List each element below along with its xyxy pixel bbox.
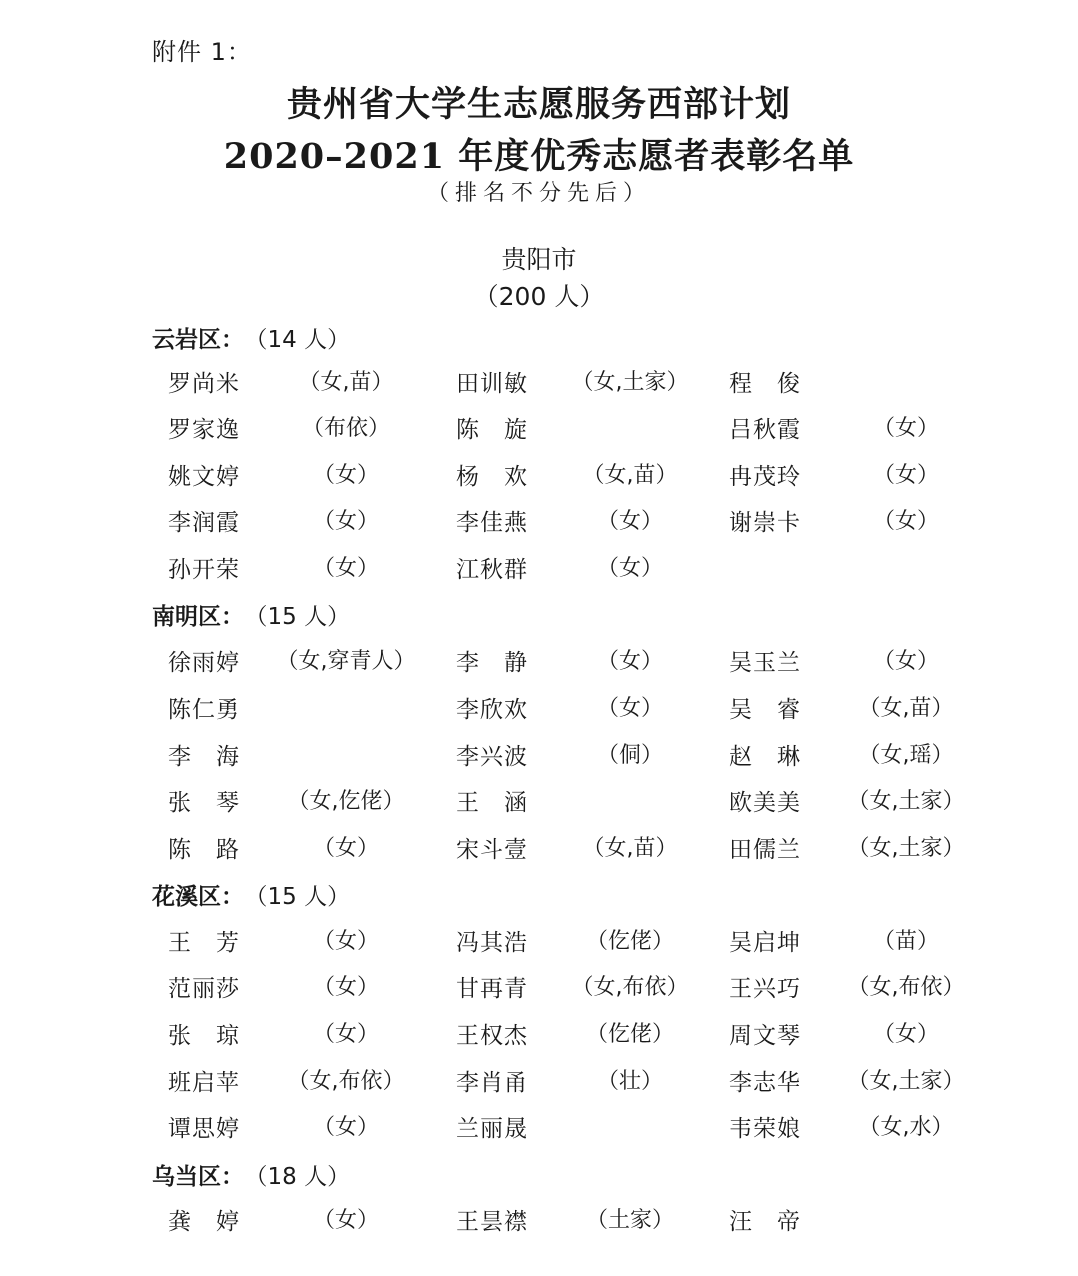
volunteer-name: 罗家逸 bbox=[168, 417, 240, 443]
city-count: （200 人） bbox=[473, 282, 605, 311]
attachment-label: 附件 1： bbox=[152, 38, 252, 66]
table-row bbox=[0, 970, 1078, 1006]
volunteer-name: 田儒兰 bbox=[729, 837, 801, 863]
volunteer-note: （布依） bbox=[301, 416, 390, 441]
district-heading bbox=[152, 598, 350, 631]
volunteer-name: 范丽莎 bbox=[168, 976, 240, 1002]
volunteer-note: （女） bbox=[312, 509, 379, 534]
volunteer-name: 李肖甬 bbox=[456, 1070, 528, 1096]
district-count: （14 人） bbox=[256, 327, 351, 353]
volunteer-note: （女） bbox=[596, 696, 663, 721]
volunteer-name: 吕秋霞 bbox=[729, 417, 801, 443]
volunteer-note: （女） bbox=[872, 416, 939, 441]
volunteer-note: （女,苗） bbox=[582, 836, 678, 861]
volunteer-name: 李欣欢 bbox=[456, 697, 528, 723]
volunteer-name: 冉茂玲 bbox=[729, 464, 801, 490]
volunteer-note: （女,土家） bbox=[847, 1069, 965, 1094]
district-name: 云岩区： bbox=[152, 327, 244, 353]
volunteer-name: 徐雨婷 bbox=[168, 650, 240, 676]
volunteer-name: 王 芳 bbox=[168, 930, 240, 956]
volunteer-note: （女） bbox=[596, 509, 663, 534]
volunteer-note: （女,仡佬） bbox=[287, 789, 405, 814]
table-row bbox=[0, 411, 1078, 447]
volunteer-name: 李 静 bbox=[456, 650, 528, 676]
volunteer-note: （女） bbox=[872, 1022, 939, 1047]
table-row bbox=[0, 784, 1078, 820]
document-title-line-1: 贵州省大学生志愿服务西部计划 bbox=[286, 84, 791, 125]
volunteer-name: 吴 睿 bbox=[729, 697, 801, 723]
volunteer-note: （女） bbox=[312, 1115, 379, 1140]
volunteer-note: （女,布依） bbox=[847, 975, 965, 1000]
district-name: 乌当区： bbox=[152, 1164, 244, 1190]
table-row bbox=[0, 1017, 1078, 1053]
volunteer-name: 姚文婷 bbox=[168, 464, 240, 490]
volunteer-note: （土家） bbox=[585, 1208, 674, 1233]
volunteer-note: （壮） bbox=[596, 1069, 663, 1094]
volunteer-note: （女） bbox=[872, 463, 939, 488]
table-row bbox=[0, 924, 1078, 960]
volunteer-note: （女,水） bbox=[858, 1115, 954, 1140]
district-count: （18 人） bbox=[256, 1164, 351, 1190]
volunteer-name: 程 俊 bbox=[729, 371, 801, 397]
volunteer-note: （女） bbox=[596, 649, 663, 674]
district-name: 南明区： bbox=[152, 604, 244, 630]
district-heading bbox=[152, 321, 350, 354]
volunteer-note: （女,苗） bbox=[582, 463, 678, 488]
volunteer-name: 江秋群 bbox=[456, 557, 528, 583]
volunteer-note: （女） bbox=[312, 836, 379, 861]
volunteer-note: （女） bbox=[312, 975, 379, 1000]
volunteer-name: 王 涵 bbox=[456, 790, 528, 816]
volunteer-name: 陈 路 bbox=[168, 837, 240, 863]
volunteer-note: （女） bbox=[312, 929, 379, 954]
volunteer-name: 班启苹 bbox=[168, 1070, 240, 1096]
volunteer-name: 李 海 bbox=[168, 744, 240, 770]
city-name: 贵阳市 bbox=[501, 245, 577, 274]
document-title-line-2: 2020–2021 年度优秀志愿者表彰名单 bbox=[223, 136, 855, 177]
table-row bbox=[0, 365, 1078, 401]
volunteer-note: （仡佬） bbox=[585, 1022, 674, 1047]
volunteer-note: （女） bbox=[312, 1208, 379, 1233]
volunteer-name: 罗尚米 bbox=[168, 371, 240, 397]
volunteer-name: 李志华 bbox=[729, 1070, 801, 1096]
volunteer-name: 李润霞 bbox=[168, 510, 240, 536]
volunteer-name: 周文琴 bbox=[729, 1023, 801, 1049]
volunteer-note: （女） bbox=[312, 1022, 379, 1047]
volunteer-name: 陈仁勇 bbox=[168, 697, 240, 723]
volunteer-name: 韦荣娘 bbox=[729, 1116, 801, 1142]
volunteer-note: （女） bbox=[872, 509, 939, 534]
volunteer-note: （女,土家） bbox=[847, 836, 965, 861]
volunteer-name: 王兴巧 bbox=[729, 976, 801, 1002]
volunteer-name: 谭思婷 bbox=[168, 1116, 240, 1142]
table-row bbox=[0, 1110, 1078, 1146]
table-row bbox=[0, 1064, 1078, 1100]
volunteer-name: 冯其浩 bbox=[456, 930, 528, 956]
volunteer-name: 汪 帝 bbox=[729, 1209, 801, 1235]
table-row bbox=[0, 831, 1078, 867]
table-row bbox=[0, 551, 1078, 587]
volunteer-note: （女,土家） bbox=[571, 370, 689, 395]
district-heading bbox=[152, 1158, 350, 1191]
volunteer-note: （女,布依） bbox=[571, 975, 689, 1000]
volunteer-name: 张 琴 bbox=[168, 790, 240, 816]
volunteer-note: （女） bbox=[596, 556, 663, 581]
district-count: （15 人） bbox=[256, 604, 351, 630]
volunteer-note: （女,穿青人） bbox=[276, 649, 416, 674]
table-row bbox=[0, 1203, 1078, 1239]
volunteer-name: 甘再青 bbox=[456, 976, 528, 1002]
volunteer-name: 吴玉兰 bbox=[729, 650, 801, 676]
district-name: 花溪区： bbox=[152, 884, 244, 910]
volunteer-note: （女） bbox=[872, 649, 939, 674]
volunteer-note: （女,布依） bbox=[287, 1069, 405, 1094]
volunteer-name: 田训敏 bbox=[456, 371, 528, 397]
volunteer-name: 王昙襟 bbox=[456, 1209, 528, 1235]
volunteer-name: 吴启坤 bbox=[729, 930, 801, 956]
table-row bbox=[0, 458, 1078, 494]
volunteer-name: 李佳燕 bbox=[456, 510, 528, 536]
district-count: （15 人） bbox=[256, 884, 351, 910]
table-row bbox=[0, 738, 1078, 774]
volunteer-note: （女,瑶） bbox=[858, 743, 954, 768]
volunteer-note: （女,土家） bbox=[847, 789, 965, 814]
volunteer-note: （女） bbox=[312, 556, 379, 581]
volunteer-name: 兰丽晟 bbox=[456, 1116, 528, 1142]
volunteer-name: 杨 欢 bbox=[456, 464, 528, 490]
volunteer-name: 宋斗壹 bbox=[456, 837, 528, 863]
volunteer-name: 龚 婷 bbox=[168, 1209, 240, 1235]
table-row bbox=[0, 644, 1078, 680]
table-row bbox=[0, 504, 1078, 540]
volunteer-note: （苗） bbox=[872, 929, 939, 954]
ranking-note: （排名不分先后） bbox=[426, 181, 651, 206]
volunteer-name: 谢崇卡 bbox=[729, 510, 801, 536]
table-row bbox=[0, 691, 1078, 727]
volunteer-name: 欧美美 bbox=[729, 790, 801, 816]
volunteer-name: 张 琼 bbox=[168, 1023, 240, 1049]
district-heading bbox=[152, 878, 350, 911]
volunteer-name: 王权杰 bbox=[456, 1023, 528, 1049]
volunteer-note: （女,苗） bbox=[298, 370, 394, 395]
volunteer-name: 孙开荣 bbox=[168, 557, 240, 583]
volunteer-note: （女） bbox=[312, 463, 379, 488]
volunteer-name: 陈 旋 bbox=[456, 417, 528, 443]
volunteer-note: （侗） bbox=[596, 743, 663, 768]
volunteer-name: 赵 琳 bbox=[729, 744, 801, 770]
volunteer-note: （女,苗） bbox=[858, 696, 954, 721]
volunteer-note: （仡佬） bbox=[585, 929, 674, 954]
volunteer-name: 李兴波 bbox=[456, 744, 528, 770]
